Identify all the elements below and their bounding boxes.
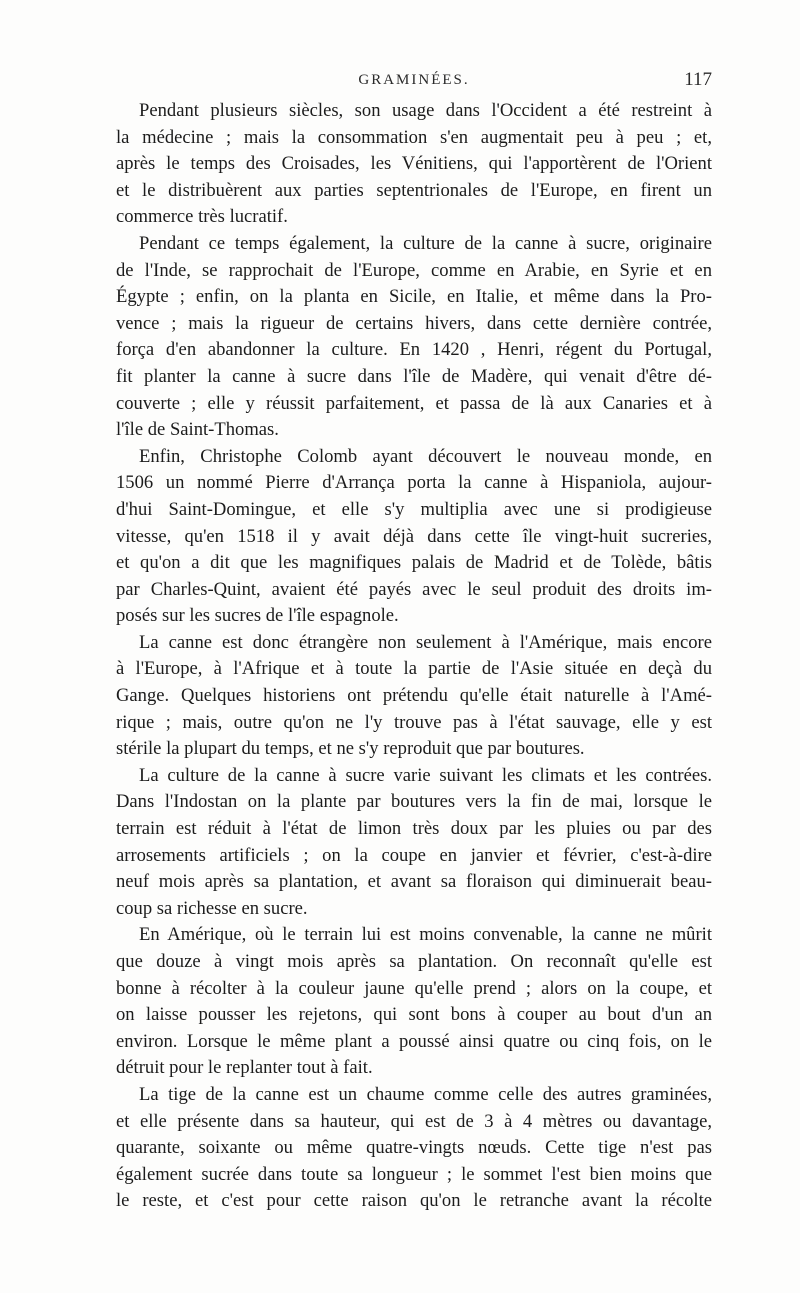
paragraph	[116, 763, 712, 923]
text-line: Gange. Quelques historiens ont prétendu qu'elle était naturelle à l'Amé-	[116, 685, 712, 707]
text-line: La canne est donc étrangère non seulement à l'Amérique, mais encore	[139, 631, 712, 653]
text-line: força d'en abandonner la culture. En 1420 , Henri, régent du Portugal,	[116, 339, 712, 361]
text-line: Pendant ce temps également, la culture de la canne à sucre, originaire	[139, 232, 712, 254]
body-text	[116, 98, 712, 1215]
text-line: l'île de Saint-Thomas.	[116, 419, 279, 441]
text-line: de l'Inde, se rapprochait de l'Europe, comme en Arabie, en Syrie et en	[116, 259, 712, 281]
text-line: En Amérique, où le terrain lui est moins convenable, la canne ne mûrit	[139, 924, 712, 946]
text-line: on laisse pousser les rejetons, qui sont bons à couper au bout d'un an	[116, 1004, 712, 1026]
text-line: 1506 un nommé Pierre d'Arrança porta la canne à Hispaniola, aujour-	[116, 472, 712, 494]
text-line: d'hui Saint-Domingue, et elle s'y multiplia avec une si prodigieuse	[116, 498, 712, 520]
paragraph	[116, 444, 712, 630]
text-line: couverte ; elle y réussit parfaitement, et passa de là aux Canaries et à	[116, 392, 712, 414]
text-line: vitesse, qu'en 1518 il y avait déjà dans cette île vingt-huit sucreries,	[116, 525, 712, 547]
text-line: rique ; mais, outre qu'on ne l'y trouve pas à l'état sauvage, elle y est	[116, 711, 712, 733]
text-line: Enfin, Christophe Colomb ayant découvert le nouveau monde, en	[139, 445, 712, 467]
text-line: terrain est réduit à l'état de limon très doux par les pluies ou par des	[116, 818, 712, 840]
paragraph	[116, 922, 712, 1082]
text-line: coup sa richesse en sucre.	[116, 897, 308, 919]
running-title: GRAMINÉES.	[358, 72, 470, 88]
text-line: Égypte ; enfin, on la planta en Sicile, en Italie, et même dans la Pro-	[116, 286, 712, 308]
text-line: Dans l'Indostan on la plante par boutures vers la fin de mai, lorsque le	[116, 791, 712, 813]
text-line: Pendant plusieurs siècles, son usage dans l'Occident a été restreint à	[139, 100, 712, 121]
text-line: que douze à vingt mois après sa plantation. On reconnaît qu'elle est	[116, 951, 712, 972]
paragraph	[116, 98, 712, 231]
text-line: commerce très lucratif.	[116, 206, 288, 228]
running-head	[116, 69, 712, 96]
text-line: et le distribuèrent aux parties septentrionales de l'Europe, en firent un	[116, 179, 712, 201]
text-line: détruit pour le replanter tout à fait.	[116, 1057, 373, 1079]
text-line: arrosements artificiels ; on la coupe en janvier et février, c'est-à-dire	[116, 844, 712, 866]
text-line: posés sur les sucres de l'île espagnole.	[116, 605, 399, 627]
text-line: environ. Lorsque le même plant a poussé ainsi quatre ou cinq fois, on le	[116, 1030, 712, 1052]
text-line: également sucrée dans toute sa longueur ; le sommet l'est bien moins que	[116, 1163, 712, 1185]
text-line: après le temps des Croisades, les Vénitiens, qui l'apportèrent de l'Orient	[116, 153, 712, 175]
text-line: La tige de la canne est un chaume comme celle des autres graminées,	[139, 1083, 712, 1105]
text-line: à l'Europe, à l'Afrique et à toute la partie de l'Asie située en deçà du	[116, 658, 712, 680]
page-number: 117	[684, 69, 712, 90]
text-line: et elle présente dans sa hauteur, qui est de 3 à 4 mètres ou davantage,	[116, 1110, 712, 1132]
paragraph	[116, 630, 712, 763]
paragraph	[116, 1082, 712, 1215]
text-line: le reste, et c'est pour cette raison qu'on le retranche avant la récolte	[116, 1190, 712, 1212]
text-line: la médecine ; mais la consommation s'en augmentait peu à peu ; et,	[116, 126, 712, 148]
paragraph	[116, 231, 712, 444]
text-line: quarante, soixante ou même quatre-vingts nœuds. Cette tige n'est pas	[116, 1137, 712, 1159]
text-line: par Charles-Quint, avaient été payés avec le seul produit des droits im-	[116, 578, 712, 600]
text-line: et qu'on a dit que les magnifiques palais de Madrid et de Tolède, bâtis	[116, 552, 712, 574]
text-line: vence ; mais la rigueur de certains hivers, dans cette dernière contrée,	[116, 312, 712, 334]
text-line: La culture de la canne à sucre varie suivant les climats et les contrées.	[139, 764, 712, 786]
text-line: fit planter la canne à sucre dans l'île de Madère, qui venait d'être dé-	[116, 365, 712, 387]
text-line: neuf mois après sa plantation, et avant sa floraison qui diminuerait beau-	[116, 871, 712, 893]
text-line: bonne à récolter à la couleur jaune qu'elle prend ; alors on la coupe, et	[116, 977, 712, 999]
text-line: stérile la plupart du temps, et ne s'y reproduit que par boutures.	[116, 738, 585, 760]
